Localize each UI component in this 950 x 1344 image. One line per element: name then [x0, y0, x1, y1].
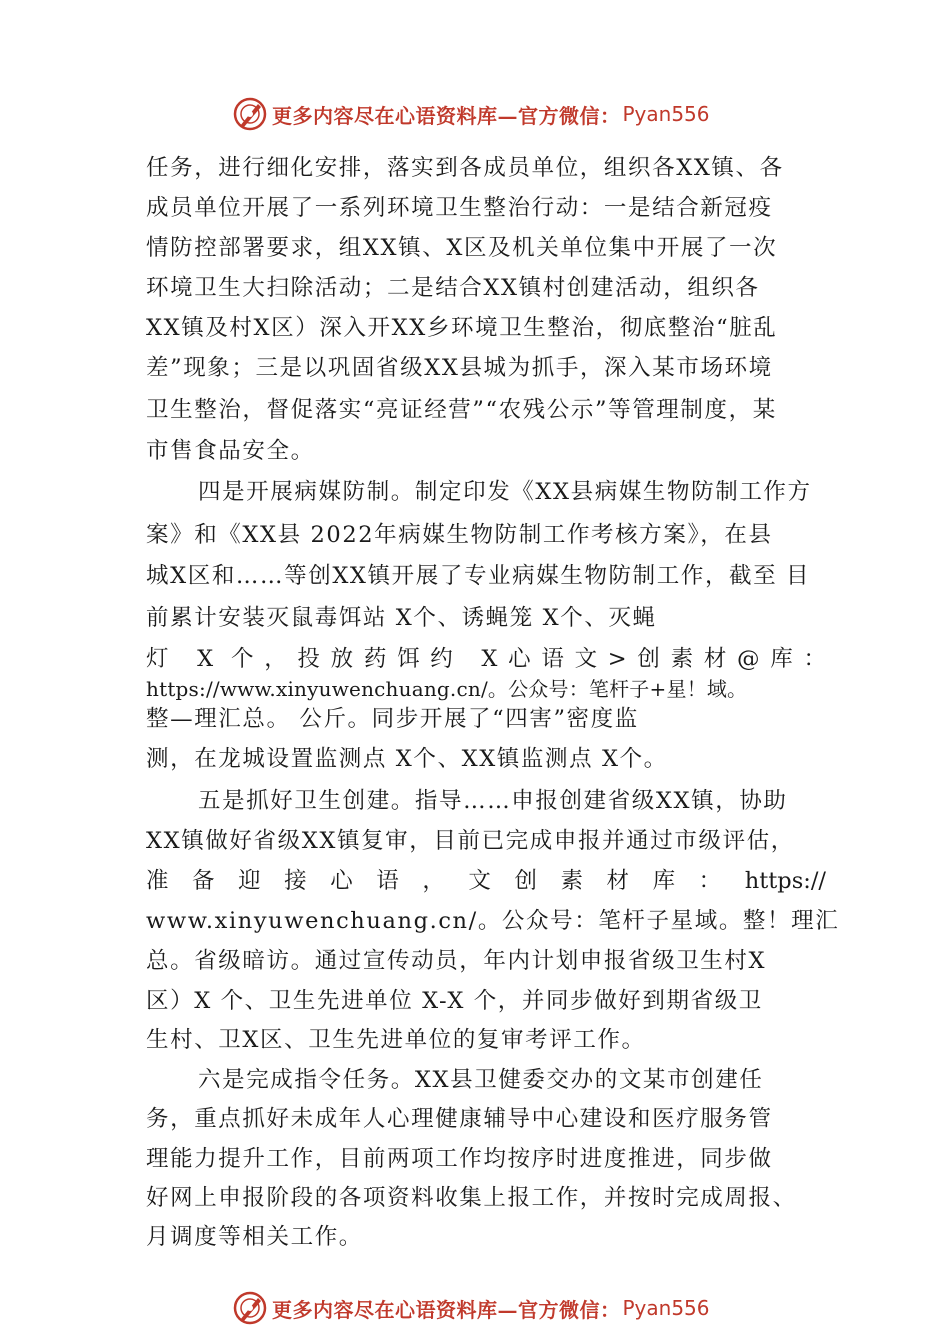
quill-logo-icon	[232, 1290, 268, 1326]
text-line: 差”现象；三是以巩固省级XX县城为抓手，深入某市场环境	[146, 355, 773, 381]
watermark-footer	[232, 1290, 710, 1326]
text-line: 任务，进行细化安排，落实到各成员单位，组织各XX镇、各	[146, 155, 784, 181]
quill-logo-icon	[232, 96, 268, 132]
text-line: 务，重点抓好未成年人心理健康辅导中心建设和医疗服务管	[146, 1106, 773, 1132]
text-line: 生村、卫X区、卫生先进单位的复审考评工作。	[146, 1027, 646, 1053]
text-line: 城X区和……等创XX镇开展了专业病媒生物防制工作，截至 目	[146, 563, 811, 589]
paragraph-6-start: 六是完成指令任务。XX县卫健委交办的文某市创建任	[198, 1067, 764, 1093]
watermark-text: 更多内容尽在心语资料库—官方微信：	[272, 1297, 621, 1322]
paragraph-4-start: 四是开展病媒防制。制定印发《XX县病媒生物防制工作方	[198, 479, 812, 505]
text-line: 市售食品安全。	[146, 438, 315, 464]
text-line: 成员单位开展了一系列环境卫生整治行动：一是结合新冠疫	[146, 195, 773, 221]
text-line: 整—理汇总。 公斤。同步开展了“四害”密度监	[146, 706, 639, 732]
text-line: https://www.xinyuwenchuang.cn/。公众号：笔杆子+星！域。	[146, 677, 748, 701]
watermark-wechat-id: Pyan556	[622, 102, 710, 126]
watermark-wechat-id: Pyan556	[622, 1296, 710, 1320]
text-line: 灯 X 个，投放药饵约 X心语文>创素材@库：	[146, 646, 826, 672]
text-line: 前累计安装灭鼠毒饵站 X个、诱蝇笼 X个、灭蝇	[146, 605, 657, 631]
text-line: XX镇及村X区）深入开XX乡环境卫生整治，彻底整治“脏乱	[146, 315, 778, 341]
text-line: 理能力提升工作，目前两项工作均按序时进度推进，同步做	[146, 1146, 773, 1172]
text-line: 月调度等相关工作。	[146, 1224, 363, 1250]
text-line: 情防控部署要求，组XX镇、X区及机关单位集中开展了一次	[146, 235, 778, 261]
watermark-header	[232, 96, 710, 132]
text-line: 准备迎接心语，文创素材库：https://	[146, 868, 826, 894]
text-line: 卫生整治，督促落实“亮证经营”“农残公示”等管理制度，某	[146, 397, 777, 423]
text-line: www.xinyuwenchuang.cn/。公众号：笔杆子星域。整！理汇	[146, 908, 840, 934]
text-line: 案》和《XX县 2022年病媒生物防制工作考核方案》，在县	[146, 522, 773, 548]
paragraph-5-start: 五是抓好卫生创建。指导……申报创建省级XX镇，协助	[198, 788, 788, 814]
text-line: 好网上申报阶段的各项资料收集上报工作，并按时完成周报、	[146, 1185, 797, 1211]
text-line: 测，在龙城设置监测点 X个、XX镇监测点 X个。	[146, 746, 668, 772]
text-line: XX镇做好省级XX镇复审，目前已完成申报并通过市级评估，	[146, 828, 795, 854]
watermark-text: 更多内容尽在心语资料库—官方微信：	[272, 103, 621, 128]
text-line: 环境卫生大扫除活动；二是结合XX镇村创建活动，组织各	[146, 275, 760, 301]
text-line: 总。省级暗访。通过宣传动员，年内计划申报省级卫生村X	[146, 948, 767, 974]
text-line: 区）X 个、卫生先进单位 X-X 个，并同步做好到期省级卫	[146, 988, 763, 1014]
